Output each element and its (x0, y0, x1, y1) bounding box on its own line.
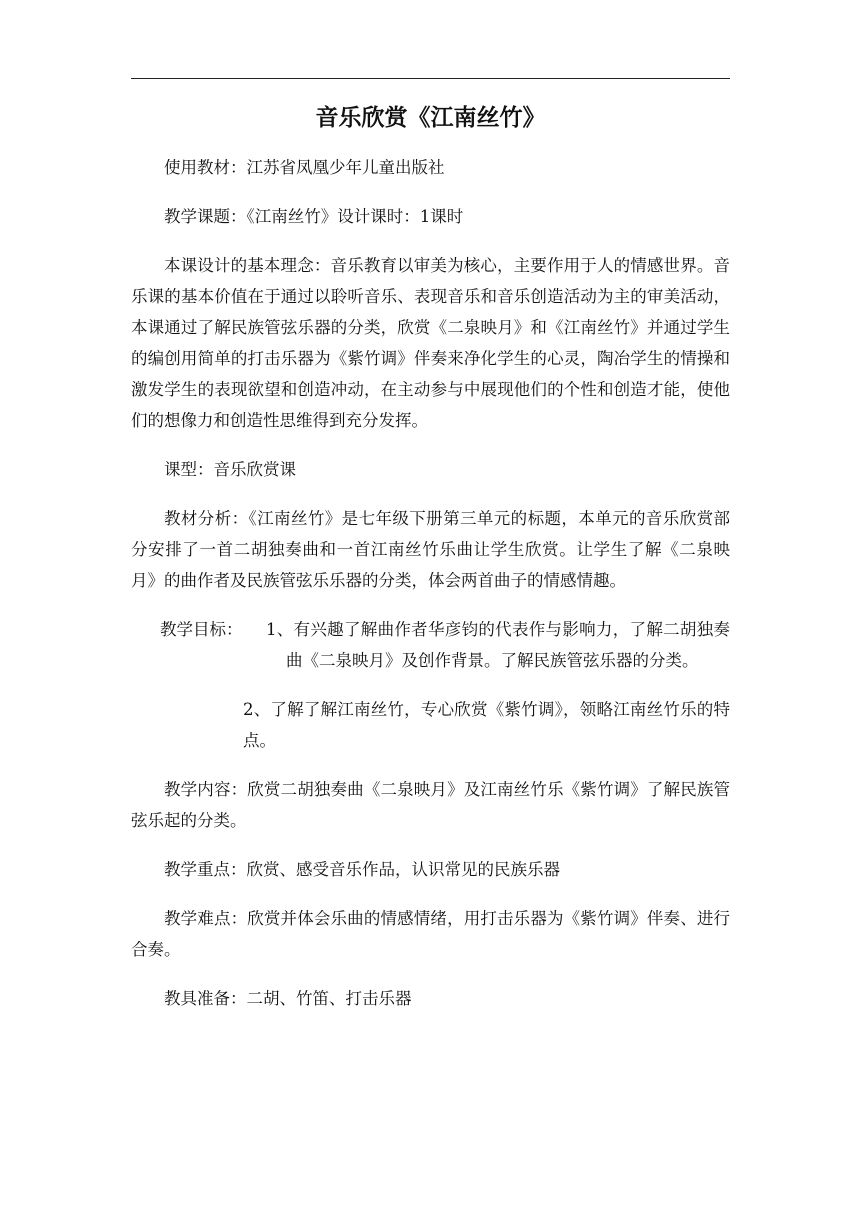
difficulties-paragraph: 教学难点：欣赏并体会乐曲的情感情绪，用打击乐器为《紫竹调》伴奏、进行合奏。 (131, 909, 730, 959)
teaching-goal-1: 1、有兴趣了解曲作者华彦钧的代表作与影响力，了解二胡独奏曲《二泉映月》及创作背景。了解民族管弦乐器的分类。 (266, 620, 730, 670)
document-title: 音乐欣赏《江南丝竹》 (315, 104, 546, 131)
teaching-goals (131, 614, 730, 676)
textbook-line: 使用教材：江苏省凤凰少年儿童出版社 (164, 158, 445, 177)
teaching-content-paragraph: 教学内容：欣赏二胡独奏曲《二泉映月》及江南丝竹乐《紫竹调》了解民族管弦乐起的分类。 (131, 780, 730, 830)
lesson-topic-line: 教学课题：《江南丝竹》设计课时：1课时 (164, 207, 464, 226)
teaching-goals-label: 教学目标： (160, 620, 243, 639)
design-concept-paragraph: 本课设计的基本理念：音乐教育以审美为核心，主要作用于人的情感世界。音乐课的基本价值在于通过以聆听音乐、表现音乐和音乐创造活动为主的审美活动， 本课通过了解民族管弦乐器的分类，欣赏《二泉映月》和《江南丝竹》并通过学生的编创用简单的打击乐器为《紫竹调》伴奏来净化学生的心灵，陶冶学生的情操和激发学生的表现欲望和创造冲动，在主动参与中展现他们的个性和创造才能，使他们的想像力和创造性思维得到充分发挥。 (131, 256, 730, 430)
lesson-type-line: 课型：音乐欣赏课 (164, 460, 296, 479)
key-points-line: 教学重点：欣赏、感受音乐作品，认识常见的民族乐器 (164, 860, 560, 879)
document-body (131, 96, 730, 1032)
materials-line: 教具准备：二胡、竹笛、打击乐器 (164, 989, 412, 1008)
header-rule (131, 78, 730, 79)
material-analysis-paragraph: 教材分析：《江南丝竹》是七年级下册第三单元的标题，本单元的音乐欣赏部分安排了一首二胡独奏曲和一首江南丝竹乐曲让学生欣赏。让学生了解《二泉映月》的曲作者及民族管弦乐乐器的分类，体会两首曲子的情感情趣。 (131, 509, 730, 590)
teaching-goal-2: 2、了解了解江南丝竹，专心欣赏《紫竹调》，领略江南丝竹乐的特点。 (243, 700, 730, 750)
